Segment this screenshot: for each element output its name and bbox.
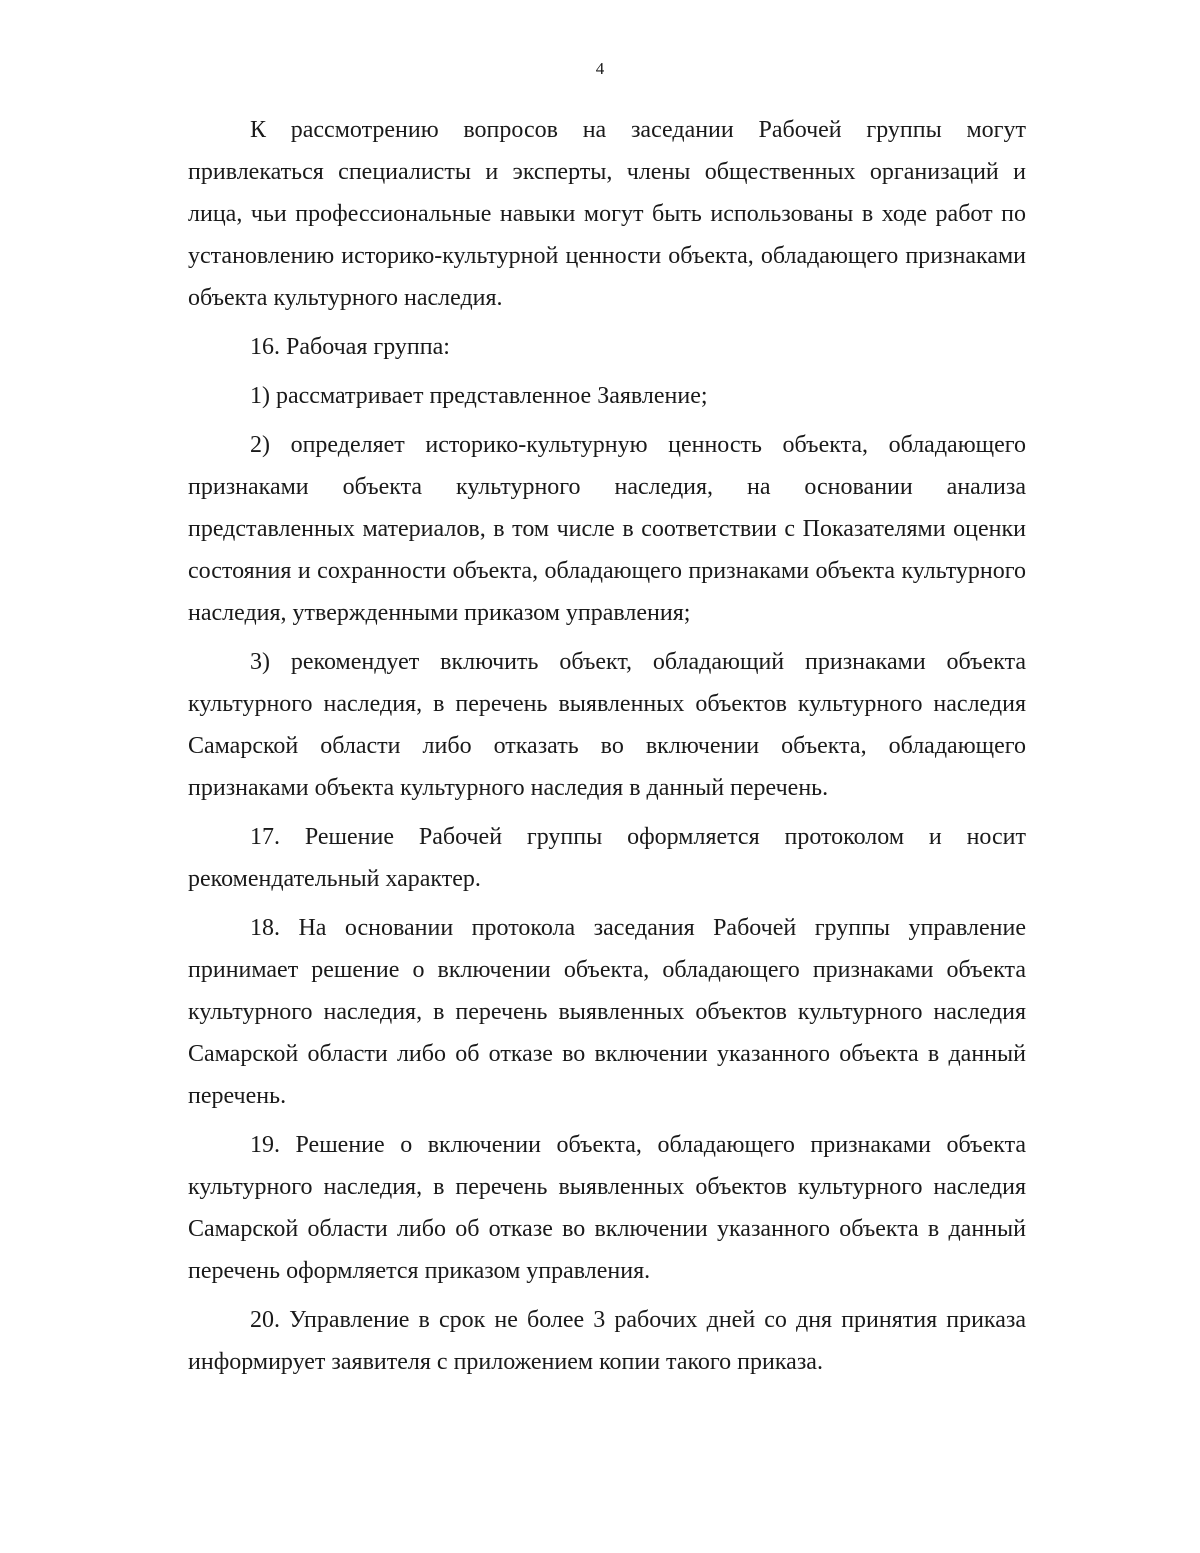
paragraph-16-item-1: 1) рассматривает представленное Заявление; bbox=[250, 383, 708, 409]
paragraph-18: 18. На основании протокола заседания Рабочей группы управление принимает решение о включении объекта, обладающего признаками объекта культурного наследия, в перечень выявленных объектов культурного наследия Самарской области либо об отказе во включении указанного объекта в данный перечень. bbox=[188, 915, 1026, 1109]
page-number: 4 bbox=[595, 59, 605, 78]
paragraph-16-item-3: 3) рекомендует включить объект, обладающий признаками объекта культурного наследия, в перечень выявленных объектов культурного наследия Самарской области либо отказать во включении объекта, обладающего признаками объекта культурного наследия в данный перечень. bbox=[188, 649, 1026, 801]
paragraph-16-heading: 16. Рабочая группа: bbox=[250, 334, 450, 360]
paragraph-16-item-2: 2) определяет историко-культурную ценность объекта, обладающего признаками объекта культурного наследия, на основании анализа представленных материалов, в том числе в соответствии с Показателями оценки состояния и сохранности объекта, обладающего признаками объекта культурного наследия, утвержденными приказом управления; bbox=[188, 432, 1026, 626]
document-body bbox=[188, 109, 1026, 1383]
paragraph-17: 17. Решение Рабочей группы оформляется протоколом и носит рекомендательный характер. bbox=[188, 824, 1026, 892]
paragraph-experts: К рассмотрению вопросов на заседании Рабочей группы могут привлекаться специалисты и эксперты, члены общественных организаций и лица, чьи профессиональные навыки могут быть использованы в ходе работ по установлению историко-культурной ценности объекта, обладающего признаками объекта культурного наследия. bbox=[188, 117, 1026, 311]
paragraph-19: 19. Решение о включении объекта, обладающего признаками объекта культурного наследия, в перечень выявленных объектов культурного наследия Самарской области либо об отказе во включении указанного объекта в данный перечень оформляется приказом управления. bbox=[188, 1132, 1026, 1284]
paragraph-20: 20. Управление в срок не более 3 рабочих дней со дня принятия приказа информирует заявителя с приложением копии такого приказа. bbox=[188, 1307, 1026, 1375]
